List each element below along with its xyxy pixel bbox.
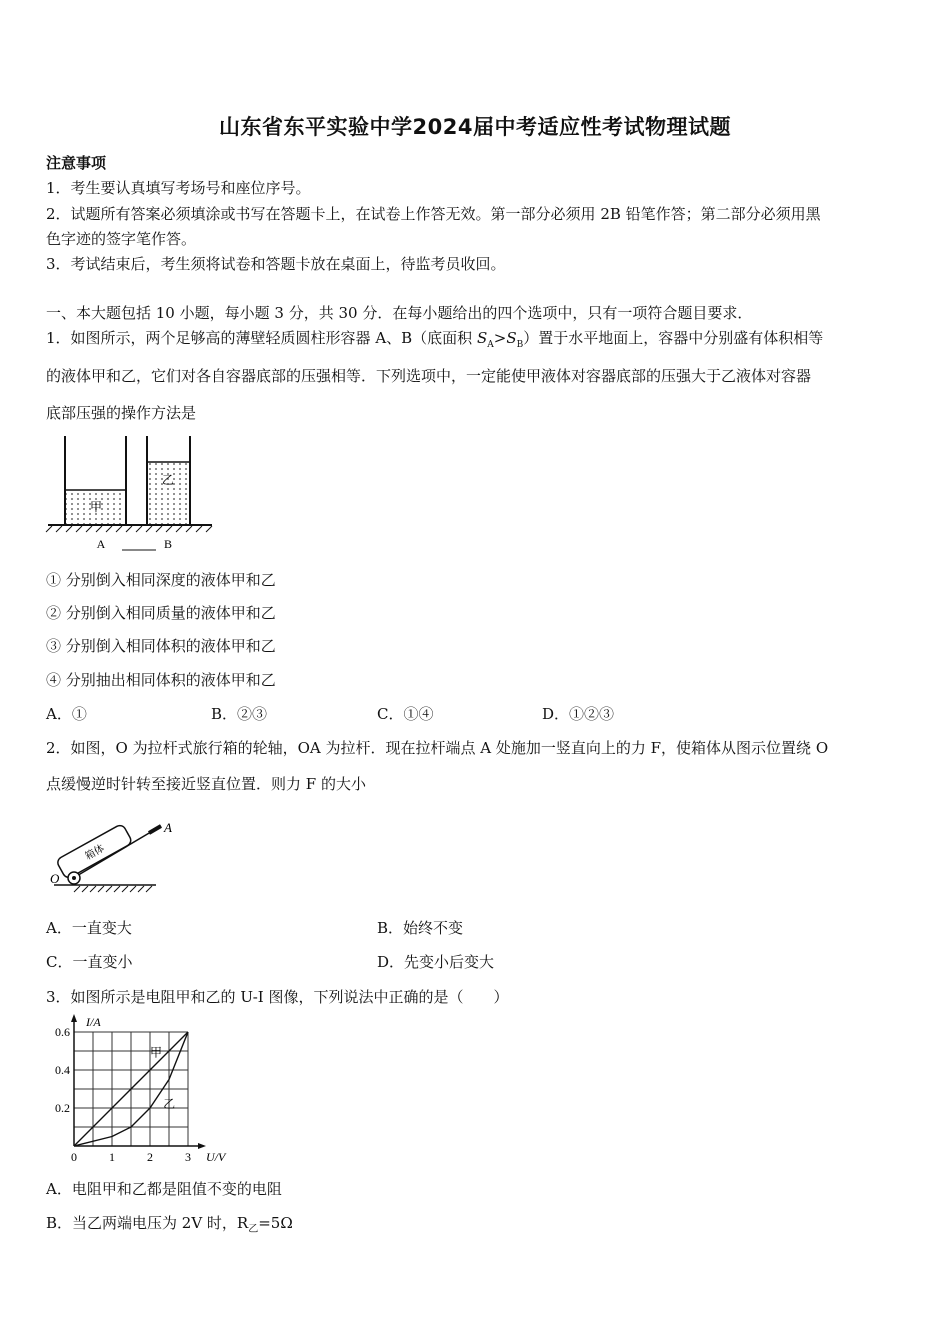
notice-item-1: 1．考生要认真填写考场号和座位序号。 (46, 179, 311, 197)
point-o-label: O (50, 871, 60, 886)
q1-statement-4: ④ 分别抽出相同体积的液体甲和乙 (46, 671, 276, 689)
x-tick-label: 3 (185, 1150, 191, 1164)
q1-stem-line3: 底部压强的操作方法是 (46, 404, 197, 422)
q1-stem-line1: 1．如图所示，两个足够高的薄壁轻质圆柱形容器 A、B（底面积 $S_A>S_B$）置于水平地面上，容器中分别盛有体积相等 (46, 329, 824, 350)
x-axis-arrow (198, 1143, 206, 1149)
point-a-label: A (164, 820, 172, 835)
q1-option-a: A．① (46, 705, 87, 723)
series-label-yi: 乙 (163, 1097, 176, 1111)
x-axis-label: U/V (206, 1150, 226, 1164)
y-tick-label: 0.2 (55, 1101, 70, 1115)
q1-option-b: B．②③ (211, 705, 268, 723)
page-title: 山东省东平实验中学2024届中考适应性考试物理试题 (219, 115, 731, 139)
liquid-a-label: 甲 (89, 500, 103, 514)
x-tick-label: 2 (147, 1150, 153, 1164)
q1-statement-3: ③ 分别倒入相同体积的液体甲和乙 (46, 637, 276, 655)
q2-option-a: A．一直变大 (46, 919, 132, 937)
liquid-yi (147, 462, 190, 525)
q3-stem: 3．如图所示是电阻甲和乙的 U-I 图像，下列说法中正确的是（ ） (46, 988, 509, 1006)
q2-stem-line1: 2．如图，O 为拉杆式旅行箱的轮轴，OA 为拉杆．现在拉杆端点 A 处施加一竖直向上的力 F，使箱体从图示位置绕 O (46, 739, 829, 757)
y-axis-label: I/A (86, 1015, 101, 1029)
q1-option-c: C．①④ (377, 705, 434, 723)
q2-option-b: B．始终不变 (377, 919, 464, 937)
q2-option-c: C．一直变小 (46, 953, 133, 971)
notice-item-2: 2．试题所有答案必须填涂或书写在答题卡上，在试卷上作答无效。第一部分必须用 2B 铅笔作答；第二部分必须用黑 (46, 205, 821, 223)
q2-option-d: D．先变小后变大 (377, 953, 495, 971)
container-a-label: A (96, 537, 106, 551)
notice-heading: 注意事项 (46, 154, 107, 172)
q1-stem-line2: 的液体甲和乙，它们对各自容器底部的压强相等．下列选项中，一定能使甲液体对容器底部的压强大于乙液体对容器 (46, 367, 812, 385)
y-tick-label: 0.4 (55, 1063, 70, 1077)
q2-stem-line2: 点缓慢逆时针转至接近竖直位置．则力 F 的大小 (46, 775, 366, 793)
section-heading: 一、本大题包括 10 小题，每小题 3 分，共 30 分．在每小题给出的四个选项中，只有一项符合题目要求． (46, 304, 753, 322)
x-tick-label: 0 (71, 1150, 77, 1164)
suitcase-label: 箱体 (83, 843, 107, 863)
q2-suitcase-figure (46, 806, 172, 896)
notice-item-3: 3．考试结束后，考生须将试卷和答题卡放在桌面上，待监考员收回。 (46, 255, 506, 273)
q1-statement-1: ① 分别倒入相同深度的液体甲和乙 (46, 571, 276, 589)
y-axis-arrow (71, 1014, 77, 1022)
y-tick-label: 0.6 (55, 1025, 70, 1039)
liquid-b-label: 乙 (161, 473, 175, 487)
q3-option-a: A．电阻甲和乙都是阻值不变的电阻 (46, 1180, 282, 1198)
x-tick-label: 1 (109, 1150, 115, 1164)
series-label-jia: 甲 (150, 1045, 163, 1060)
q3-option-b: B．当乙两端电压为 2V 时，$R_乙=5\Omega$ (46, 1214, 293, 1235)
container-b-label: B (163, 537, 173, 551)
q1-containers-figure (46, 432, 216, 554)
q1-option-d: D．①②③ (542, 705, 615, 723)
q1-statement-2: ② 分别倒入相同质量的液体甲和乙 (46, 604, 276, 622)
q3-ui-chart (40, 1012, 240, 1167)
notice-item-2-cont: 色字迹的签字笔作答。 (46, 230, 197, 248)
